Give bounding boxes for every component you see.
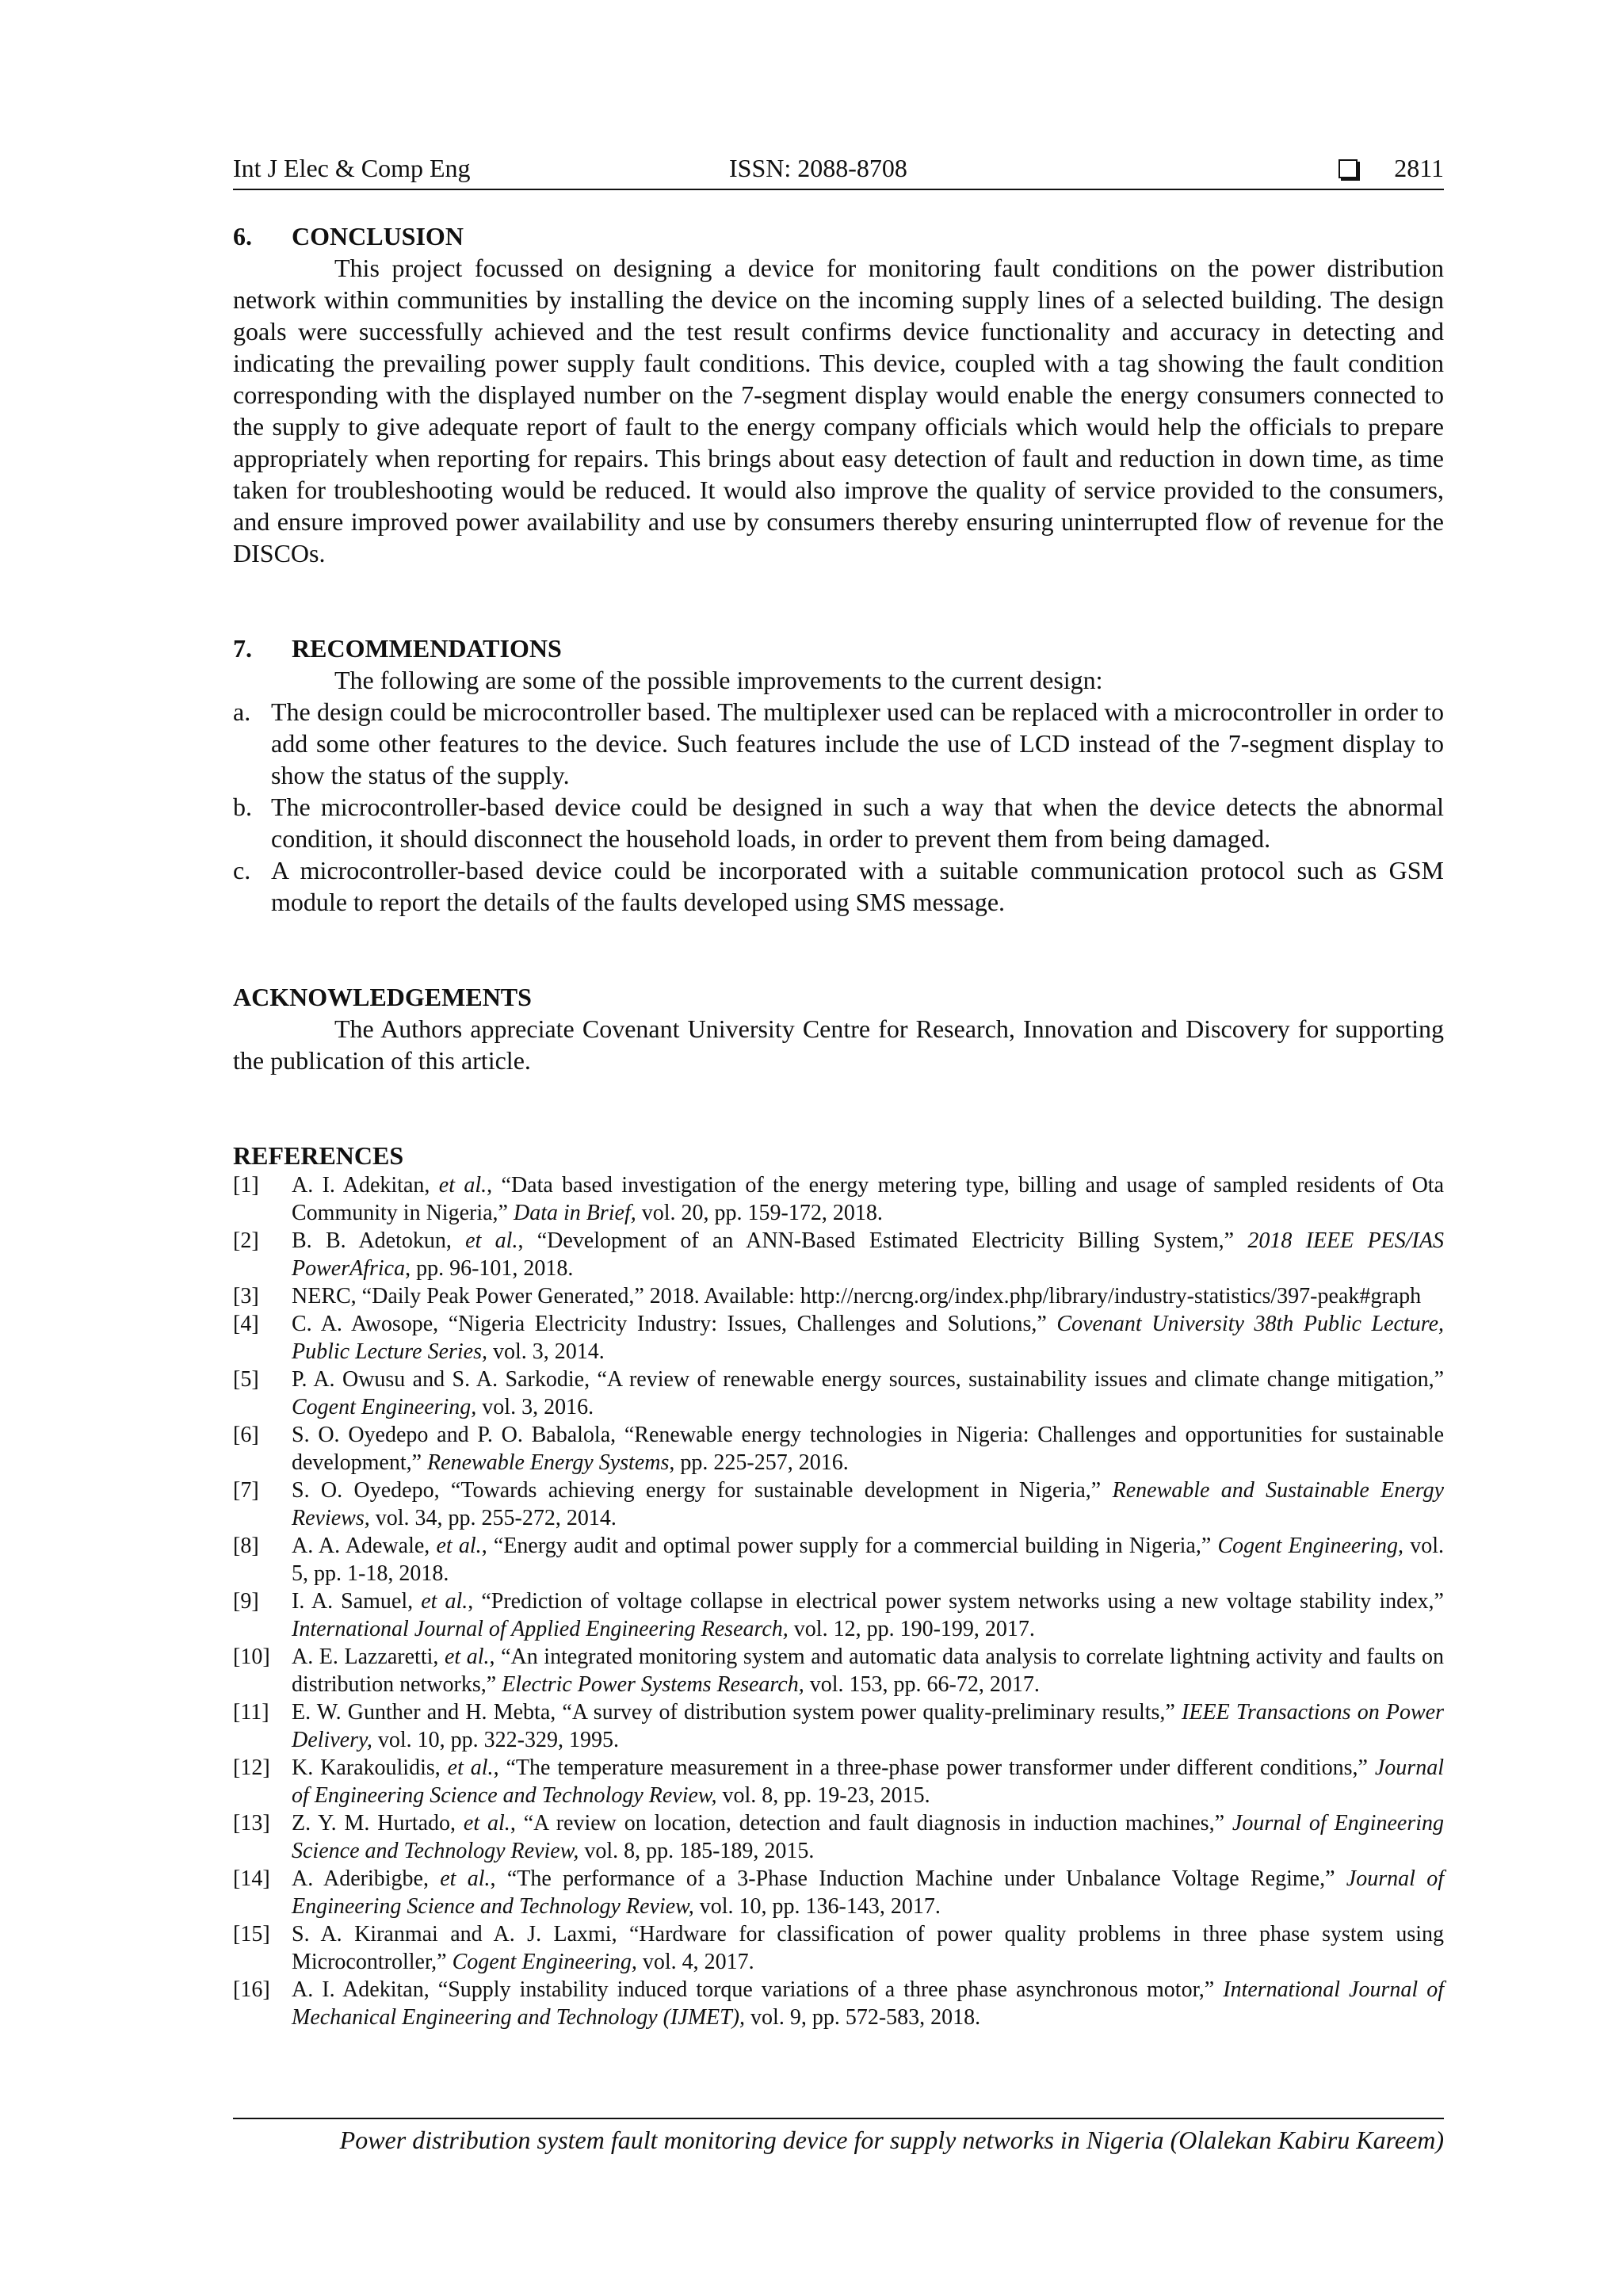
reference-item [233, 1809, 1444, 1865]
reference-venue: International Journal of Mechanical Engineering and Technology (IJMET), [292, 1977, 1444, 2030]
reference-fragment: NERC, “Daily Peak Power Generated,” 2018. Available: http://nercng.org/index.php/library/industry-statistics/397-peak#graph [292, 1284, 1422, 1308]
reference-venue: Data in Brief, [513, 1201, 636, 1225]
et-al: et al. [438, 1173, 487, 1198]
running-head [233, 151, 1444, 190]
reference-item [233, 1532, 1444, 1587]
reference-text [292, 1171, 1444, 1227]
recommendations-section [233, 632, 1444, 918]
et-al: et al. [465, 1228, 518, 1253]
reference-item [233, 1698, 1444, 1754]
reference-fragment: P. A. Owusu and S. A. Sarkodie, “A review of renewable energy sources, sustainability issues and climate change mitigation,” [292, 1367, 1444, 1392]
reference-text [292, 1366, 1444, 1421]
reference-number: [7] [233, 1478, 259, 1503]
issn: ISSN: 2088-8708 [729, 154, 907, 182]
reference-item [233, 1282, 1444, 1310]
reference-item [233, 1310, 1444, 1366]
reference-fragment: B. B. Adetokun, [292, 1228, 466, 1253]
et-al: et al. [421, 1589, 468, 1614]
reference-fragment: vol. 12, pp. 190-199, 2017. [788, 1617, 1035, 1641]
reference-item [233, 1754, 1444, 1809]
section-number: 7. [233, 634, 252, 663]
journal-name: Int J Elec & Comp Eng [233, 154, 471, 182]
reference-item [233, 1976, 1444, 2031]
reference-fragment: , “The performance of a 3-Phase Induction Machine under Unbalance Voltage Regime,” [490, 1866, 1346, 1891]
recommendation-list [233, 696, 1444, 918]
reference-text [292, 1920, 1444, 1976]
et-al: et al. [444, 1645, 490, 1669]
page-footer: Power distribution system fault monitoring device for supply networks in Nigeria (Olalekan Kabiru Kareem) [233, 2118, 1444, 2155]
reference-text [292, 1698, 1444, 1754]
reference-item [233, 1421, 1444, 1477]
reference-fragment: A. E. Lazzaretti, [292, 1645, 445, 1669]
reference-venue: 2018 IEEE PES/IAS PowerAfrica [292, 1228, 1444, 1281]
reference-venue: Renewable and Sustainable Energy Reviews, [292, 1478, 1444, 1530]
list-item [233, 696, 1444, 791]
reference-fragment: A. Aderibigbe, [292, 1866, 441, 1891]
list-marker: c. [233, 856, 251, 884]
page-number: 2811 [1394, 154, 1444, 182]
reference-number: [3] [233, 1284, 259, 1308]
square-box-icon [1338, 159, 1358, 178]
reference-fragment: A. A. Adewale, [292, 1534, 437, 1558]
reference-item [233, 1477, 1444, 1532]
reference-number: [11] [233, 1700, 269, 1725]
reference-fragment: C. A. Awosope, “Nigeria Electricity Industry: Issues, Challenges and Solutions,” [292, 1312, 1057, 1336]
reference-fragment: , pp. 96-101, 2018. [405, 1256, 574, 1281]
reference-number: [9] [233, 1589, 259, 1614]
references-section [233, 1140, 1444, 2031]
reference-fragment: , “Prediction of voltage collapse in electrical power system networks using a new voltage stability index,” [468, 1589, 1444, 1614]
reference-fragment: I. A. Samuel, [292, 1589, 422, 1614]
reference-fragment: vol. 34, pp. 255-272, 2014. [369, 1506, 617, 1530]
acknowledgements-section [233, 981, 1444, 1076]
list-marker: b. [233, 793, 252, 821]
reference-fragment: vol. 3, 2016. [476, 1395, 594, 1419]
reference-fragment: , “The temperature measurement in a three-phase power transformer under different conditions,” [493, 1755, 1375, 1780]
et-al: et al. [440, 1866, 491, 1891]
reference-number: [5] [233, 1367, 259, 1392]
reference-fragment: vol. 9, pp. 572-583, 2018. [745, 2005, 981, 2030]
reference-number: [4] [233, 1312, 259, 1336]
reference-text [292, 1282, 1444, 1310]
reference-text [292, 1809, 1444, 1865]
reference-venue: Electric Power Systems Research, [502, 1672, 804, 1697]
page [233, 151, 1444, 2031]
reference-fragment: E. W. Gunther and H. Mebta, “A survey of distribution system power quality-preliminary results,” [292, 1700, 1182, 1725]
reference-text [292, 1421, 1444, 1477]
section-title: REFERENCES [233, 1141, 404, 1170]
reference-venue: IEEE Transactions on Power Delivery, [292, 1700, 1444, 1752]
section-heading [233, 632, 1444, 664]
reference-number: [10] [233, 1645, 270, 1669]
reference-fragment: , “Energy audit and optimal power supply for a commercial building in Nigeria,” [481, 1534, 1218, 1558]
reference-fragment: S. A. Kiranmai and A. J. Laxmi, “Hardware for classification of power quality problems in three phase system using Microcontroller,” [292, 1922, 1444, 1974]
section-title: ACKNOWLEDGEMENTS [233, 983, 532, 1011]
list-marker: a. [233, 697, 251, 726]
reference-venue: Journal of Engineering Science and Technology Review, [292, 1866, 1444, 1919]
et-al: et al. [463, 1811, 510, 1836]
reference-item [233, 1171, 1444, 1227]
section-title: RECOMMENDATIONS [292, 634, 562, 663]
reference-fragment: vol. 4, 2017. [636, 1950, 754, 1974]
section-heading [233, 981, 1444, 1013]
reference-venue: Covenant University 38th Public Lecture, Public Lecture Series, [292, 1312, 1445, 1364]
reference-item [233, 1587, 1444, 1643]
list-item [233, 791, 1444, 854]
reference-venue: Renewable Energy Systems [427, 1450, 670, 1475]
reference-text [292, 1865, 1444, 1920]
list-item-text: The microcontroller-based device could be designed in such a way that when the device detects the abnormal condition, it should disconnect the household loads, in order to prevent them from being damaged. [271, 793, 1444, 853]
reference-number: [1] [233, 1173, 259, 1198]
reference-venue: Journal of Engineering Science and Technology Review, [292, 1755, 1444, 1808]
reference-number: [6] [233, 1423, 259, 1447]
list-item-text: A microcontroller-based device could be incorporated with a suitable communication protocol such as GSM module to report the details of the faults developed using SMS message. [271, 856, 1444, 916]
reference-fragment: , “Development of an ANN-Based Estimated Electricity Billing System,” [517, 1228, 1248, 1253]
section-heading [233, 220, 1444, 252]
reference-fragment: S. O. Oyedepo and P. O. Babalola, “Renewable energy technologies in Nigeria: Challenges and opportunities for sustainable development,” [292, 1423, 1444, 1475]
reference-list [233, 1171, 1444, 2031]
reference-number: [12] [233, 1755, 270, 1780]
reference-text [292, 1587, 1444, 1643]
reference-fragment: vol. 5, pp. 1-18, 2018. [292, 1534, 1445, 1586]
reference-fragment: K. Karakoulidis, [292, 1755, 448, 1780]
reference-fragment: vol. 3, 2014. [487, 1339, 605, 1364]
reference-text [292, 1976, 1444, 2031]
reference-venue: Cogent Engineering, [1217, 1534, 1404, 1558]
reference-fragment: S. O. Oyedepo, “Towards achieving energy for sustainable development in Nigeria,” [292, 1478, 1113, 1503]
reference-text [292, 1310, 1444, 1366]
reference-item [233, 1227, 1444, 1282]
conclusion-section [233, 220, 1444, 569]
reference-fragment: vol. 8, pp. 185-189, 2015. [579, 1839, 815, 1863]
reference-number: [15] [233, 1922, 270, 1946]
reference-venue: Cogent Engineering, [452, 1950, 637, 1974]
reference-number: [13] [233, 1811, 270, 1836]
reference-text [292, 1477, 1444, 1532]
recommendations-intro: The following are some of the possible improvements to the current design: [334, 666, 1103, 694]
reference-fragment: , “An integrated monitoring system and automatic data analysis to correlate lightning activity and faults on distribution networks,” [292, 1645, 1444, 1697]
reference-item [233, 1643, 1444, 1698]
reference-fragment: vol. 10, pp. 136-143, 2017. [693, 1894, 941, 1919]
reference-text [292, 1227, 1444, 1282]
conclusion-text: This project focussed on designing a device for monitoring fault conditions on the power distribution network within communities by installing the device on the incoming supply lines of a selected building. The design goals were successfully achieved and the test result confirms device functionality and accuracy in detecting and indicating the prevailing power supply fault conditions. This device, coupled with a tag showing the fault condition corresponding with the displayed number on the 7-segment display would enable the energy consumers connected to the supply to give adequate report of fault to the energy company officials which would help the officials to prepare appropriately when reporting for repairs. This brings about easy detection of fault and reduction in down time, as time taken for troubleshooting would be reduced. It would also improve the quality of service provided to the consumers, and ensure improved power availability and use by consumers thereby ensuring uninterrupted flow of revenue for the DISCOs. [233, 254, 1444, 567]
reference-number: [2] [233, 1228, 259, 1253]
reference-item [233, 1920, 1444, 1976]
reference-fragment: A. I. Adekitan, [292, 1173, 439, 1198]
et-al: et al. [436, 1534, 482, 1558]
list-item-text: The design could be microcontroller based. The multiplexer used can be replaced with a microcontroller in order to add some other features to the device. Such features include the use of LCD instead of the 7-segment display to show the status of the supply. [271, 697, 1444, 789]
reference-venue: Cogent Engineering, [292, 1395, 477, 1419]
reference-fragment: A. I. Adekitan, “Supply instability induced torque variations of a three phase asynchronous motor,” [292, 1977, 1224, 2002]
section-title: CONCLUSION [292, 222, 464, 250]
reference-fragment: vol. 8, pp. 19-23, 2015. [716, 1783, 930, 1808]
reference-number: [14] [233, 1866, 270, 1891]
reference-text [292, 1532, 1444, 1587]
reference-text [292, 1754, 1444, 1809]
reference-fragment: vol. 20, pp. 159-172, 2018. [636, 1201, 883, 1225]
section-number: 6. [233, 222, 252, 250]
reference-fragment: vol. 153, pp. 66-72, 2017. [804, 1672, 1040, 1697]
reference-fragment: , “Data based investigation of the energy metering type, billing and usage of sampled residents of Ota Community in Nigeria,” [292, 1173, 1444, 1225]
reference-fragment: Z. Y. M. Hurtado, [292, 1811, 464, 1836]
reference-item [233, 1366, 1444, 1421]
reference-item [233, 1865, 1444, 1920]
reference-text [292, 1643, 1444, 1698]
reference-fragment: vol. 10, pp. 322-329, 1995. [372, 1728, 619, 1752]
acknowledgements-text: The Authors appreciate Covenant University Centre for Research, Innovation and Discovery for supporting the publication of this article. [233, 1014, 1444, 1075]
reference-number: [16] [233, 1977, 270, 2002]
list-item [233, 854, 1444, 918]
reference-venue: International Journal of Applied Engineering Research, [292, 1617, 789, 1641]
et-al: et al. [447, 1755, 494, 1780]
reference-number: [8] [233, 1534, 259, 1558]
reference-venue: Journal of Engineering Science and Technology Review, [292, 1811, 1444, 1863]
page-number-block [1338, 154, 1444, 183]
reference-fragment: , “A review on location, detection and fault diagnosis in induction machines,” [510, 1811, 1232, 1836]
reference-fragment: , pp. 225-257, 2016. [669, 1450, 849, 1475]
section-heading [233, 1140, 1444, 1171]
